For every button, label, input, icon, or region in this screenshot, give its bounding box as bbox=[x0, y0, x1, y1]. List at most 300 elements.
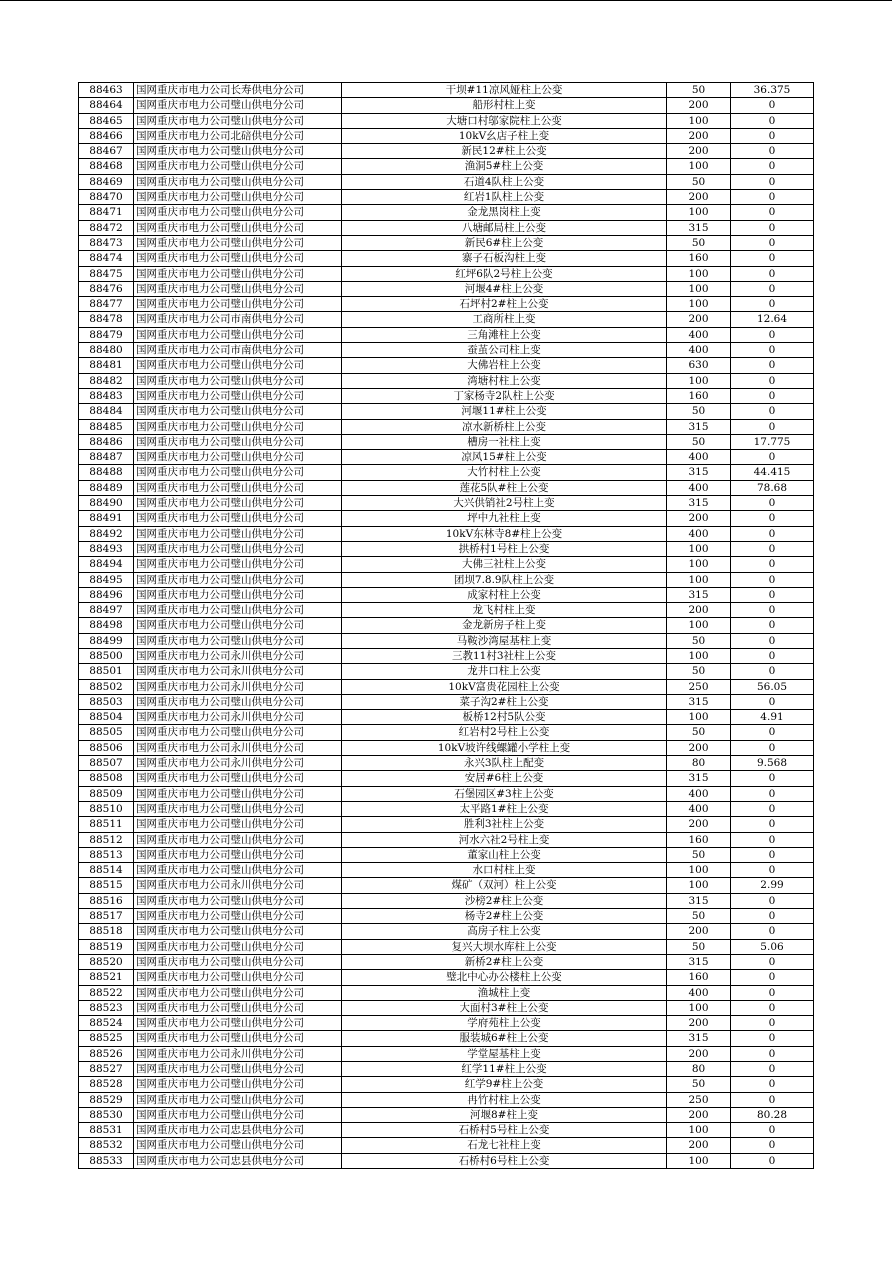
capacity-cell: 100 bbox=[667, 572, 731, 587]
transformer-name-cell: 莲花5队#柱上公变 bbox=[342, 480, 667, 495]
value-cell: 0 bbox=[731, 1123, 814, 1138]
row-id-cell: 88468 bbox=[79, 159, 134, 174]
transformer-name-cell: 董家山柱上公变 bbox=[342, 847, 667, 862]
row-id-cell: 88482 bbox=[79, 373, 134, 388]
capacity-cell: 250 bbox=[667, 1092, 731, 1107]
capacity-cell: 315 bbox=[667, 587, 731, 602]
value-cell: 0 bbox=[731, 557, 814, 572]
value-cell: 0 bbox=[731, 251, 814, 266]
company-cell: 国网重庆市电力公司璧山供电分公司 bbox=[134, 159, 342, 174]
row-id-cell: 88514 bbox=[79, 863, 134, 878]
transformer-name-cell: 服装城6#柱上公变 bbox=[342, 1031, 667, 1046]
value-cell: 0 bbox=[731, 526, 814, 541]
company-cell: 国网重庆市电力公司璧山供电分公司 bbox=[134, 1138, 342, 1153]
value-cell: 0 bbox=[731, 954, 814, 969]
transformer-name-cell: 河堰4#柱上公变 bbox=[342, 281, 667, 296]
value-cell: 12.64 bbox=[731, 312, 814, 327]
company-cell: 国网重庆市电力公司璧山供电分公司 bbox=[134, 251, 342, 266]
value-cell: 0 bbox=[731, 587, 814, 602]
table-row bbox=[79, 174, 814, 189]
company-cell: 国网重庆市电力公司璧山供电分公司 bbox=[134, 496, 342, 511]
table-row bbox=[79, 939, 814, 954]
value-cell: 0 bbox=[731, 648, 814, 663]
company-cell: 国网重庆市电力公司璧山供电分公司 bbox=[134, 419, 342, 434]
table-row bbox=[79, 1046, 814, 1061]
capacity-cell: 80 bbox=[667, 1062, 731, 1077]
capacity-cell: 200 bbox=[667, 312, 731, 327]
company-cell: 国网重庆市电力公司璧山供电分公司 bbox=[134, 434, 342, 449]
value-cell: 78.68 bbox=[731, 480, 814, 495]
table-row bbox=[79, 327, 814, 342]
company-cell: 国网重庆市电力公司璧山供电分公司 bbox=[134, 235, 342, 250]
company-cell: 国网重庆市电力公司璧山供电分公司 bbox=[134, 144, 342, 159]
table-row bbox=[79, 572, 814, 587]
row-id-cell: 88494 bbox=[79, 557, 134, 572]
capacity-cell: 315 bbox=[667, 1031, 731, 1046]
table-row bbox=[79, 281, 814, 296]
transformer-name-cell: 石道4队柱上公变 bbox=[342, 174, 667, 189]
company-cell: 国网重庆市电力公司璧山供电分公司 bbox=[134, 954, 342, 969]
company-cell: 国网重庆市电力公司璧山供电分公司 bbox=[134, 1092, 342, 1107]
value-cell: 44.415 bbox=[731, 465, 814, 480]
value-cell: 0 bbox=[731, 128, 814, 143]
transformer-name-cell: 杨寺2#柱上公变 bbox=[342, 909, 667, 924]
table-row bbox=[79, 847, 814, 862]
table-row bbox=[79, 863, 814, 878]
row-id-cell: 88521 bbox=[79, 970, 134, 985]
table-row bbox=[79, 1092, 814, 1107]
value-cell: 0 bbox=[731, 664, 814, 679]
value-cell: 0 bbox=[731, 832, 814, 847]
table-row bbox=[79, 419, 814, 434]
value-cell: 0 bbox=[731, 190, 814, 205]
transformer-name-cell: 石龙七社柱上变 bbox=[342, 1138, 667, 1153]
capacity-cell: 100 bbox=[667, 1000, 731, 1015]
capacity-cell: 315 bbox=[667, 465, 731, 480]
capacity-cell: 630 bbox=[667, 358, 731, 373]
value-cell: 0 bbox=[731, 205, 814, 220]
capacity-cell: 160 bbox=[667, 388, 731, 403]
transformer-name-cell: 三角滩柱上公变 bbox=[342, 327, 667, 342]
company-cell: 国网重庆市电力公司璧山供电分公司 bbox=[134, 618, 342, 633]
value-cell: 0 bbox=[731, 1062, 814, 1077]
table-row bbox=[79, 618, 814, 633]
row-id-cell: 88510 bbox=[79, 801, 134, 816]
value-cell: 0 bbox=[731, 541, 814, 556]
capacity-cell: 100 bbox=[667, 710, 731, 725]
company-cell: 国网重庆市电力公司璧山供电分公司 bbox=[134, 572, 342, 587]
value-cell: 0 bbox=[731, 893, 814, 908]
transformer-name-cell: 龙井口柱上公变 bbox=[342, 664, 667, 679]
capacity-cell: 100 bbox=[667, 618, 731, 633]
capacity-cell: 200 bbox=[667, 144, 731, 159]
transformer-name-cell: 10kV东林寺8#柱上公变 bbox=[342, 526, 667, 541]
table-row bbox=[79, 970, 814, 985]
capacity-cell: 50 bbox=[667, 909, 731, 924]
transformer-name-cell: 水口村柱上变 bbox=[342, 863, 667, 878]
value-cell: 5.06 bbox=[731, 939, 814, 954]
transformer-name-cell: 永兴3队柱上配变 bbox=[342, 756, 667, 771]
capacity-cell: 200 bbox=[667, 190, 731, 205]
transformer-name-cell: 槽房一社柱上变 bbox=[342, 434, 667, 449]
transformer-name-cell: 菜子沟2#柱上公变 bbox=[342, 694, 667, 709]
row-id-cell: 88503 bbox=[79, 694, 134, 709]
value-cell: 0 bbox=[731, 771, 814, 786]
company-cell: 国网重庆市电力公司璧山供电分公司 bbox=[134, 1031, 342, 1046]
row-id-cell: 88488 bbox=[79, 465, 134, 480]
value-cell: 0 bbox=[731, 909, 814, 924]
value-cell: 0 bbox=[731, 725, 814, 740]
table-row bbox=[79, 465, 814, 480]
row-id-cell: 88523 bbox=[79, 1000, 134, 1015]
row-id-cell: 88505 bbox=[79, 725, 134, 740]
transformer-name-cell: 工商所柱上变 bbox=[342, 312, 667, 327]
capacity-cell: 100 bbox=[667, 159, 731, 174]
value-cell: 0 bbox=[731, 633, 814, 648]
table-row bbox=[79, 664, 814, 679]
value-cell: 0 bbox=[731, 863, 814, 878]
row-id-cell: 88516 bbox=[79, 893, 134, 908]
table-row bbox=[79, 679, 814, 694]
transformer-name-cell: 坪中九社柱上变 bbox=[342, 511, 667, 526]
company-cell: 国网重庆市电力公司璧山供电分公司 bbox=[134, 725, 342, 740]
capacity-cell: 100 bbox=[667, 373, 731, 388]
value-cell: 0 bbox=[731, 388, 814, 403]
row-id-cell: 88517 bbox=[79, 909, 134, 924]
capacity-cell: 100 bbox=[667, 1123, 731, 1138]
row-id-cell: 88502 bbox=[79, 679, 134, 694]
row-id-cell: 88525 bbox=[79, 1031, 134, 1046]
table-row bbox=[79, 771, 814, 786]
row-id-cell: 88501 bbox=[79, 664, 134, 679]
row-id-cell: 88504 bbox=[79, 710, 134, 725]
value-cell: 36.375 bbox=[731, 83, 814, 98]
transformer-name-cell: 大竹村柱上公变 bbox=[342, 465, 667, 480]
value-cell: 2.99 bbox=[731, 878, 814, 893]
capacity-cell: 160 bbox=[667, 251, 731, 266]
transformer-name-cell: 冉竹村柱上公变 bbox=[342, 1092, 667, 1107]
value-cell: 0 bbox=[731, 572, 814, 587]
company-cell: 国网重庆市电力公司璧山供电分公司 bbox=[134, 526, 342, 541]
capacity-cell: 200 bbox=[667, 1138, 731, 1153]
capacity-cell: 200 bbox=[667, 98, 731, 113]
table-row bbox=[79, 526, 814, 541]
table-row bbox=[79, 83, 814, 98]
row-id-cell: 88481 bbox=[79, 358, 134, 373]
transformer-name-cell: 红岩村2号柱上公变 bbox=[342, 725, 667, 740]
capacity-cell: 100 bbox=[667, 297, 731, 312]
company-cell: 国网重庆市电力公司璧山供电分公司 bbox=[134, 465, 342, 480]
transformer-name-cell: 10kV坡许线螺罐小学柱上变 bbox=[342, 740, 667, 755]
row-id-cell: 88479 bbox=[79, 327, 134, 342]
table-row bbox=[79, 756, 814, 771]
transformer-name-cell: 成家村柱上公变 bbox=[342, 587, 667, 602]
company-cell: 国网重庆市电力公司璧山供电分公司 bbox=[134, 220, 342, 235]
transformer-name-cell: 石堡园区#3柱上公变 bbox=[342, 786, 667, 801]
table-row bbox=[79, 924, 814, 939]
transformer-name-cell: 安居#6柱上公变 bbox=[342, 771, 667, 786]
row-id-cell: 88528 bbox=[79, 1077, 134, 1092]
company-cell: 国网重庆市电力公司市南供电分公司 bbox=[134, 312, 342, 327]
transformer-name-cell: 沙榜2#柱上公变 bbox=[342, 893, 667, 908]
table-row bbox=[79, 358, 814, 373]
table-row bbox=[79, 786, 814, 801]
value-cell: 0 bbox=[731, 113, 814, 128]
transformer-name-cell: 新民6#柱上公变 bbox=[342, 235, 667, 250]
row-id-cell: 88467 bbox=[79, 144, 134, 159]
capacity-cell: 200 bbox=[667, 128, 731, 143]
capacity-cell: 50 bbox=[667, 847, 731, 862]
capacity-cell: 100 bbox=[667, 557, 731, 572]
company-cell: 国网重庆市电力公司璧山供电分公司 bbox=[134, 373, 342, 388]
value-cell: 0 bbox=[731, 496, 814, 511]
value-cell: 0 bbox=[731, 801, 814, 816]
capacity-cell: 315 bbox=[667, 893, 731, 908]
table-row bbox=[79, 557, 814, 572]
company-cell: 国网重庆市电力公司永川供电分公司 bbox=[134, 648, 342, 663]
value-cell: 0 bbox=[731, 786, 814, 801]
company-cell: 国网重庆市电力公司璧山供电分公司 bbox=[134, 98, 342, 113]
value-cell: 0 bbox=[731, 373, 814, 388]
row-id-cell: 88472 bbox=[79, 220, 134, 235]
company-cell: 国网重庆市电力公司永川供电分公司 bbox=[134, 710, 342, 725]
table-row bbox=[79, 587, 814, 602]
row-id-cell: 88533 bbox=[79, 1153, 134, 1168]
row-id-cell: 88475 bbox=[79, 266, 134, 281]
table-row bbox=[79, 801, 814, 816]
table-row bbox=[79, 893, 814, 908]
company-cell: 国网重庆市电力公司璧山供电分公司 bbox=[134, 190, 342, 205]
capacity-cell: 250 bbox=[667, 679, 731, 694]
table-row bbox=[79, 312, 814, 327]
transformer-name-cell: 新桥2#柱上公变 bbox=[342, 954, 667, 969]
capacity-cell: 200 bbox=[667, 740, 731, 755]
value-cell: 0 bbox=[731, 618, 814, 633]
capacity-cell: 200 bbox=[667, 603, 731, 618]
transformer-name-cell: 金龙新房子柱上变 bbox=[342, 618, 667, 633]
transformer-name-cell: 八塘邮局柱上公变 bbox=[342, 220, 667, 235]
transformer-name-cell: 龙飞村柱上变 bbox=[342, 603, 667, 618]
table-row bbox=[79, 954, 814, 969]
transformer-name-cell: 凉水新桥柱上公变 bbox=[342, 419, 667, 434]
company-cell: 国网重庆市电力公司璧山供电分公司 bbox=[134, 557, 342, 572]
value-cell: 0 bbox=[731, 220, 814, 235]
table-row bbox=[79, 144, 814, 159]
capacity-cell: 400 bbox=[667, 343, 731, 358]
row-id-cell: 88471 bbox=[79, 205, 134, 220]
capacity-cell: 200 bbox=[667, 1016, 731, 1031]
row-id-cell: 88490 bbox=[79, 496, 134, 511]
row-id-cell: 88524 bbox=[79, 1016, 134, 1031]
transformer-name-cell: 船形村柱上变 bbox=[342, 98, 667, 113]
capacity-cell: 50 bbox=[667, 235, 731, 250]
transformer-name-cell: 煤矿（双河）柱上公变 bbox=[342, 878, 667, 893]
value-cell: 80.28 bbox=[731, 1107, 814, 1122]
company-cell: 国网重庆市电力公司璧山供电分公司 bbox=[134, 388, 342, 403]
transformer-name-cell: 石桥村6号柱上公变 bbox=[342, 1153, 667, 1168]
row-id-cell: 88509 bbox=[79, 786, 134, 801]
table-row bbox=[79, 128, 814, 143]
company-cell: 国网重庆市电力公司璧山供电分公司 bbox=[134, 847, 342, 862]
company-cell: 国网重庆市电力公司璧山供电分公司 bbox=[134, 450, 342, 465]
capacity-cell: 315 bbox=[667, 496, 731, 511]
row-id-cell: 88531 bbox=[79, 1123, 134, 1138]
company-cell: 国网重庆市电力公司忠县供电分公司 bbox=[134, 1123, 342, 1138]
row-id-cell: 88463 bbox=[79, 83, 134, 98]
transformer-name-cell: 团坝7.8.9队柱上公变 bbox=[342, 572, 667, 587]
value-cell: 0 bbox=[731, 358, 814, 373]
row-id-cell: 88500 bbox=[79, 648, 134, 663]
value-cell: 0 bbox=[731, 740, 814, 755]
transformer-name-cell: 蚕茧公司柱上变 bbox=[342, 343, 667, 358]
table-row bbox=[79, 297, 814, 312]
transformer-name-cell: 复兴大坝水库柱上公变 bbox=[342, 939, 667, 954]
capacity-cell: 100 bbox=[667, 1153, 731, 1168]
table-row bbox=[79, 98, 814, 113]
row-id-cell: 88513 bbox=[79, 847, 134, 862]
table-row bbox=[79, 1107, 814, 1122]
value-cell: 0 bbox=[731, 98, 814, 113]
table-row bbox=[79, 388, 814, 403]
value-cell: 0 bbox=[731, 985, 814, 1000]
row-id-cell: 88520 bbox=[79, 954, 134, 969]
value-cell: 0 bbox=[731, 343, 814, 358]
table-row bbox=[79, 404, 814, 419]
transformer-name-cell: 胜利3社柱上公变 bbox=[342, 817, 667, 832]
table-row bbox=[79, 1138, 814, 1153]
capacity-cell: 100 bbox=[667, 863, 731, 878]
value-cell: 0 bbox=[731, 450, 814, 465]
capacity-cell: 100 bbox=[667, 648, 731, 663]
company-cell: 国网重庆市电力公司璧山供电分公司 bbox=[134, 297, 342, 312]
row-id-cell: 88483 bbox=[79, 388, 134, 403]
row-id-cell: 88530 bbox=[79, 1107, 134, 1122]
capacity-cell: 400 bbox=[667, 985, 731, 1000]
value-cell: 0 bbox=[731, 281, 814, 296]
table-row bbox=[79, 205, 814, 220]
transformer-name-cell: 大佛三社柱上公变 bbox=[342, 557, 667, 572]
row-id-cell: 88474 bbox=[79, 251, 134, 266]
transformer-name-cell: 大面村3#柱上公变 bbox=[342, 1000, 667, 1015]
transformer-name-cell: 10kV富贵花园柱上公变 bbox=[342, 679, 667, 694]
capacity-cell: 50 bbox=[667, 725, 731, 740]
row-id-cell: 88497 bbox=[79, 603, 134, 618]
capacity-cell: 400 bbox=[667, 450, 731, 465]
transformer-name-cell: 大塘口村邬家院柱上公变 bbox=[342, 113, 667, 128]
company-cell: 国网重庆市电力公司永川供电分公司 bbox=[134, 756, 342, 771]
table-row bbox=[79, 373, 814, 388]
transformer-name-cell: 红岩1队柱上公变 bbox=[342, 190, 667, 205]
company-cell: 国网重庆市电力公司璧山供电分公司 bbox=[134, 863, 342, 878]
capacity-cell: 100 bbox=[667, 205, 731, 220]
transformer-name-cell: 河堰8#柱上变 bbox=[342, 1107, 667, 1122]
table-row bbox=[79, 251, 814, 266]
row-id-cell: 88496 bbox=[79, 587, 134, 602]
capacity-cell: 100 bbox=[667, 281, 731, 296]
table-row bbox=[79, 710, 814, 725]
transformer-name-cell: 新民12#柱上公变 bbox=[342, 144, 667, 159]
value-cell: 0 bbox=[731, 1000, 814, 1015]
capacity-cell: 200 bbox=[667, 511, 731, 526]
row-id-cell: 88473 bbox=[79, 235, 134, 250]
company-cell: 国网重庆市电力公司璧山供电分公司 bbox=[134, 266, 342, 281]
transformer-name-cell: 马鞍沙湾屋基柱上变 bbox=[342, 633, 667, 648]
value-cell: 0 bbox=[731, 1138, 814, 1153]
transformer-name-cell: 高房子柱上公变 bbox=[342, 924, 667, 939]
capacity-cell: 315 bbox=[667, 419, 731, 434]
transformer-name-cell: 石坪村2#柱上公变 bbox=[342, 297, 667, 312]
table-row bbox=[79, 740, 814, 755]
company-cell: 国网重庆市电力公司璧山供电分公司 bbox=[134, 1016, 342, 1031]
value-cell: 0 bbox=[731, 1031, 814, 1046]
row-id-cell: 88495 bbox=[79, 572, 134, 587]
value-cell: 0 bbox=[731, 970, 814, 985]
capacity-cell: 50 bbox=[667, 939, 731, 954]
capacity-cell: 400 bbox=[667, 327, 731, 342]
table-row bbox=[79, 496, 814, 511]
value-cell: 0 bbox=[731, 603, 814, 618]
transformer-name-cell: 金龙黑岗柱上变 bbox=[342, 205, 667, 220]
company-cell: 国网重庆市电力公司永川供电分公司 bbox=[134, 1046, 342, 1061]
row-id-cell: 88526 bbox=[79, 1046, 134, 1061]
capacity-cell: 200 bbox=[667, 817, 731, 832]
capacity-cell: 400 bbox=[667, 480, 731, 495]
value-cell: 0 bbox=[731, 159, 814, 174]
value-cell: 0 bbox=[731, 266, 814, 281]
row-id-cell: 88507 bbox=[79, 756, 134, 771]
row-id-cell: 88506 bbox=[79, 740, 134, 755]
company-cell: 国网重庆市电力公司璧山供电分公司 bbox=[134, 113, 342, 128]
row-id-cell: 88466 bbox=[79, 128, 134, 143]
company-cell: 国网重庆市电力公司璧山供电分公司 bbox=[134, 786, 342, 801]
capacity-cell: 80 bbox=[667, 756, 731, 771]
table-row bbox=[79, 480, 814, 495]
transformer-name-cell: 寨子石板沟柱上变 bbox=[342, 251, 667, 266]
capacity-cell: 200 bbox=[667, 1107, 731, 1122]
value-cell: 0 bbox=[731, 1016, 814, 1031]
value-cell: 0 bbox=[731, 174, 814, 189]
top-rule bbox=[0, 0, 892, 1]
row-id-cell: 88476 bbox=[79, 281, 134, 296]
table-row bbox=[79, 266, 814, 281]
row-id-cell: 88486 bbox=[79, 434, 134, 449]
value-cell: 0 bbox=[731, 817, 814, 832]
table-row bbox=[79, 113, 814, 128]
company-cell: 国网重庆市电力公司璧山供电分公司 bbox=[134, 694, 342, 709]
company-cell: 国网重庆市电力公司璧山供电分公司 bbox=[134, 1107, 342, 1122]
company-cell: 国网重庆市电力公司璧山供电分公司 bbox=[134, 205, 342, 220]
row-id-cell: 88487 bbox=[79, 450, 134, 465]
company-cell: 国网重庆市电力公司北碚供电分公司 bbox=[134, 128, 342, 143]
table-row bbox=[79, 343, 814, 358]
capacity-cell: 315 bbox=[667, 220, 731, 235]
transformer-table bbox=[78, 82, 814, 1169]
table-row bbox=[79, 159, 814, 174]
row-id-cell: 88469 bbox=[79, 174, 134, 189]
table-row bbox=[79, 725, 814, 740]
row-id-cell: 88512 bbox=[79, 832, 134, 847]
value-cell: 56.05 bbox=[731, 679, 814, 694]
value-cell: 0 bbox=[731, 1046, 814, 1061]
transformer-name-cell: 河堰11#柱上公变 bbox=[342, 404, 667, 419]
row-id-cell: 88527 bbox=[79, 1062, 134, 1077]
transformer-name-cell: 石桥村5号柱上公变 bbox=[342, 1123, 667, 1138]
transformer-name-cell: 大佛岩柱上公变 bbox=[342, 358, 667, 373]
row-id-cell: 88515 bbox=[79, 878, 134, 893]
transformer-name-cell: 学堂屋基柱上变 bbox=[342, 1046, 667, 1061]
table-body bbox=[79, 83, 814, 1169]
value-cell: 0 bbox=[731, 1153, 814, 1168]
